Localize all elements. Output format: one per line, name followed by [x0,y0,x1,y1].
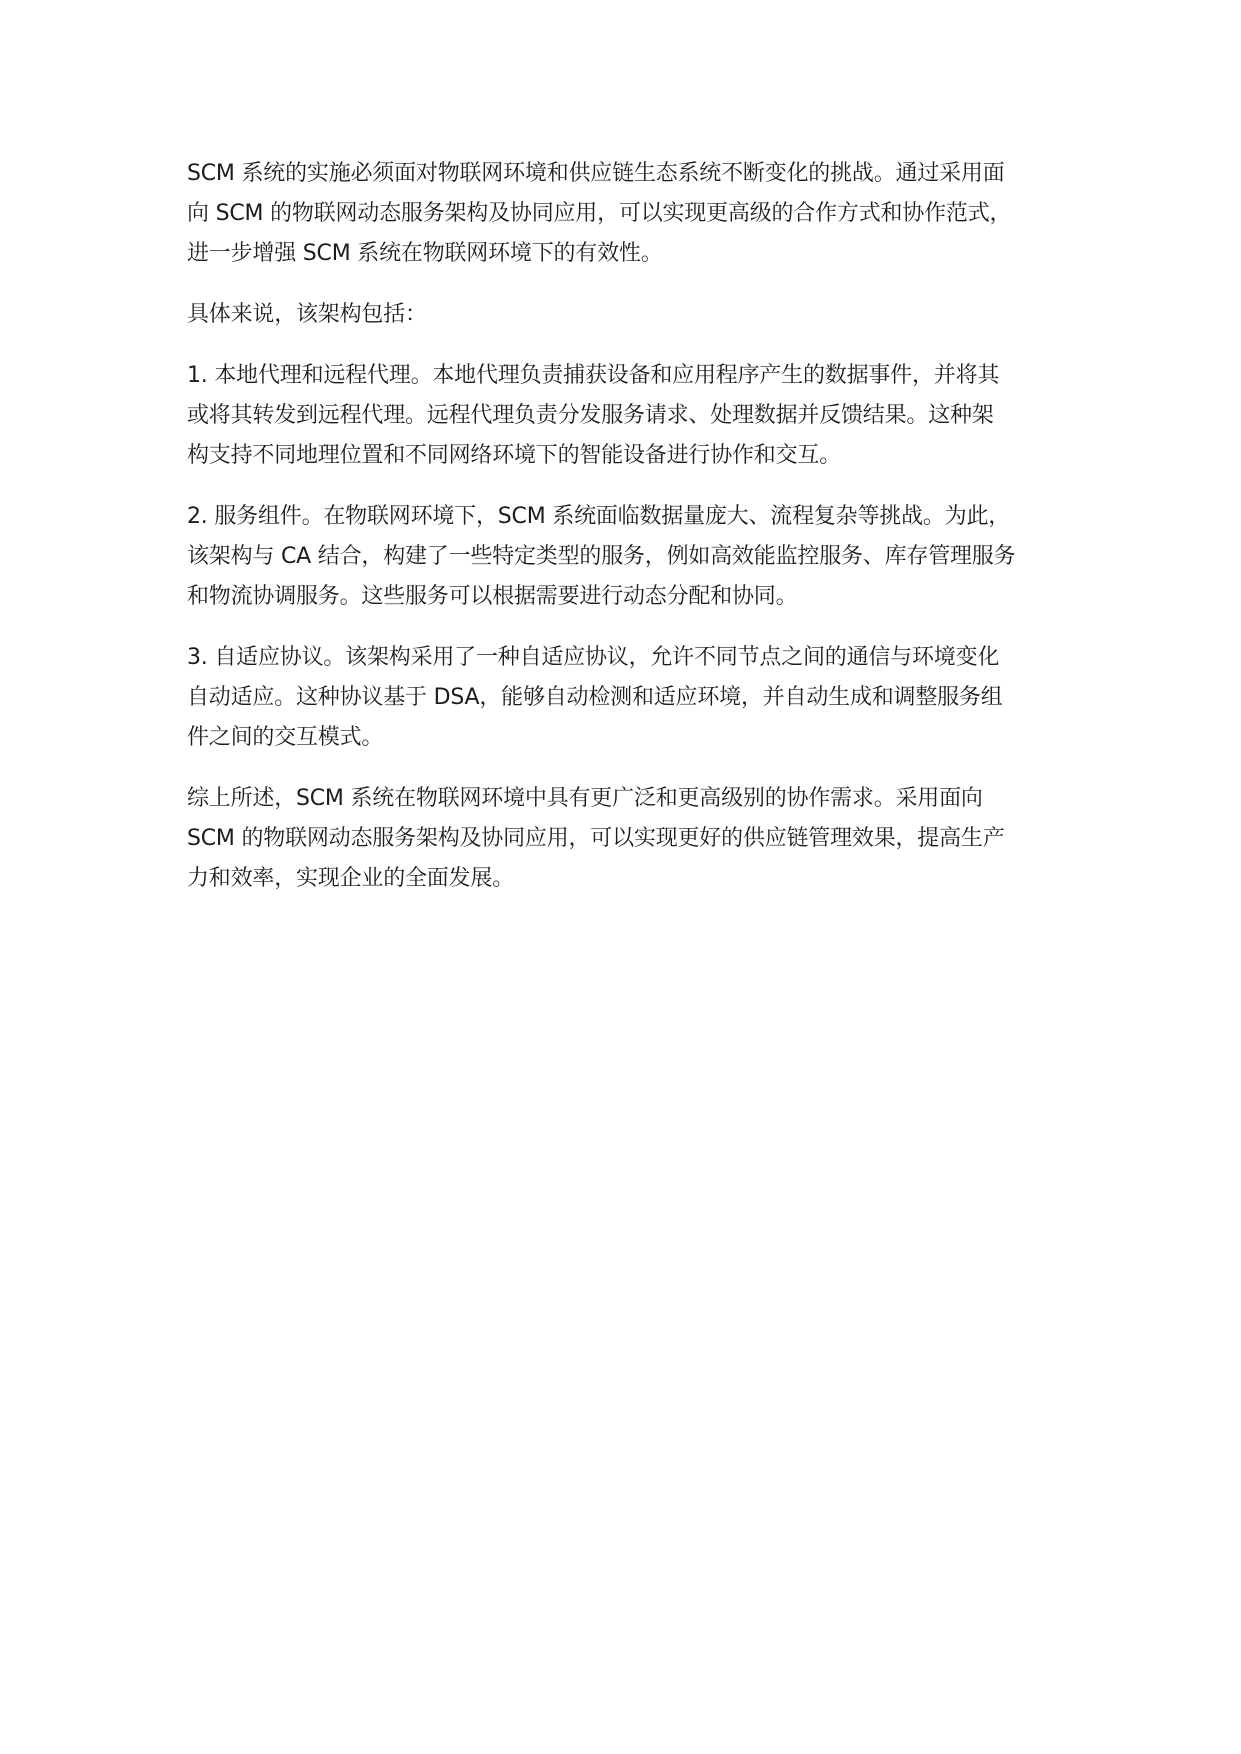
text-line: 件之间的交互模式。 [187,725,384,750]
paragraph-lead-in [187,295,1057,335]
text-line: SCM 的物联网动态服务架构及协同应用，可以实现更好的供应链管理效果，提高生产 [187,826,1005,851]
text-line: 构支持不同地理位置和不同网络环境下的智能设备进行协作和交互。 [187,443,842,468]
paragraph-item-1 [187,356,1057,476]
paragraph-intro [187,154,1057,274]
text-line: 具体来说，该架构包括： [187,302,427,327]
text-line: 和物流协调服务。这些服务可以根据需要进行动态分配和协同。 [187,584,798,609]
text-line: 该架构与 CA 结合，构建了一些特定类型的服务，例如高效能监控服务、库存管理服务 [187,544,1016,569]
text-line: 1. 本地代理和远程代理。本地代理负责捕获设备和应用程序产生的数据事件，并将其 [187,363,1000,388]
text-line: 进一步增强 SCM 系统在物联网环境下的有效性。 [187,241,663,266]
text-line: 或将其转发到远程代理。远程代理负责分发服务请求、处理数据并反馈结果。这种架 [187,403,994,428]
document-body [187,154,1057,920]
text-line: 3. 自适应协议。该架构采用了一种自适应协议，允许不同节点之间的通信与环境变化 [187,645,1000,670]
text-line: 2. 服务组件。在物联网环境下，SCM 系统面临数据量庞大、流程复杂等挑战。为此， [187,504,1011,529]
text-line: SCM 系统的实施必须面对物联网环境和供应链生态系统不断变化的挑战。通过采用面 [187,161,1005,186]
paragraph-item-2 [187,497,1057,617]
text-line: 力和效率，实现企业的全面发展。 [187,866,515,891]
paragraph-conclusion [187,779,1057,899]
text-line: 向 SCM 的物联网动态服务架构及协同应用，可以实现更高级的合作方式和协作范式， [187,201,1012,226]
text-line: 自动适应。这种协议基于 DSA，能够自动检测和适应环境，并自动生成和调整服务组 [187,685,1003,710]
text-line: 综上所述，SCM 系统在物联网环境中具有更广泛和更高级别的协作需求。采用面向 [187,786,983,811]
paragraph-item-3 [187,638,1057,758]
